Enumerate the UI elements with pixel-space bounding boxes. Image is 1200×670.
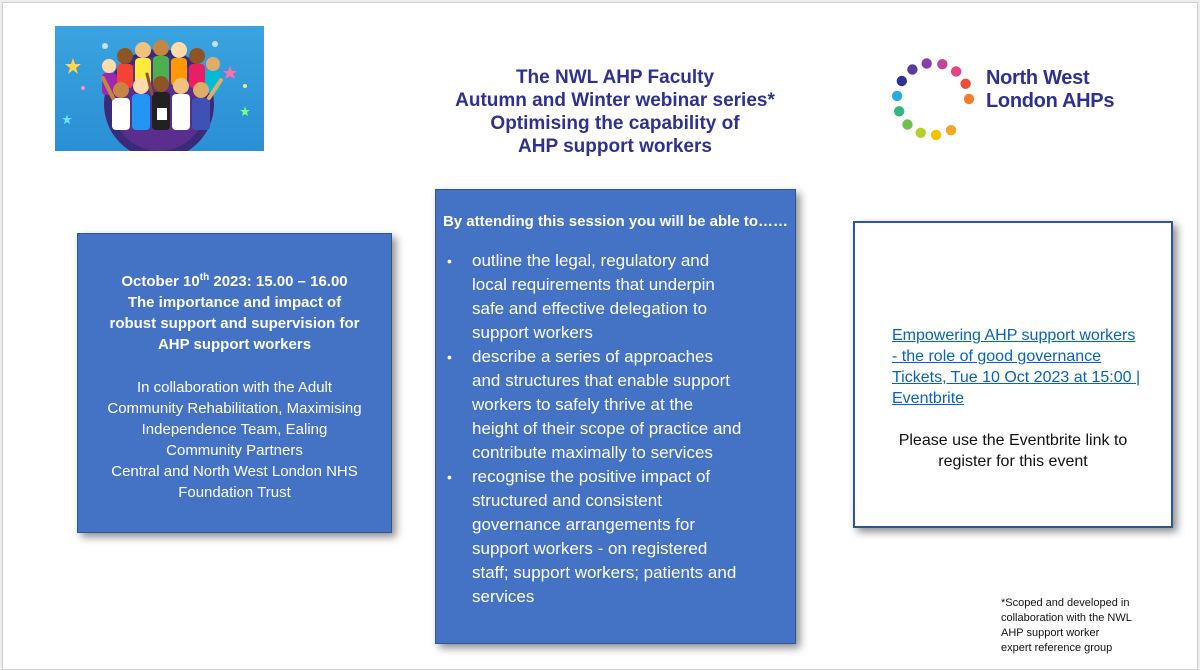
logo-wordmark — [986, 67, 1114, 113]
dot-ring-logo-icon — [883, 53, 983, 145]
registration-box — [853, 221, 1173, 528]
link-line: Eventbrite — [892, 390, 965, 407]
logo-line-1: North West — [986, 67, 1090, 89]
session-heading — [78, 271, 391, 355]
link-line: - the role of good governance — [892, 348, 1102, 365]
title-line: AHP support workers — [518, 136, 712, 157]
objective-line: support workers — [472, 323, 593, 342]
collab-line: Central and North West London NHS — [111, 463, 358, 480]
footnote-line: *Scoped and developed in — [1001, 597, 1130, 609]
register-line: Please use the Eventbrite link to — [898, 432, 1128, 449]
session-topic-line: The importance and impact of — [127, 294, 342, 311]
objective-line: workers to safely thrive at the — [472, 395, 694, 414]
logo-dot — [937, 59, 947, 69]
objective-line: structured and consistent — [472, 491, 662, 510]
collaboration-note — [78, 377, 391, 503]
logo-dot — [946, 125, 956, 135]
objective-item — [436, 345, 795, 465]
collab-line: Community Partners — [166, 442, 303, 459]
session-topic-line: AHP support workers — [157, 336, 312, 353]
collab-line: Foundation Trust — [178, 484, 291, 501]
objective-line: governance arrangements for — [472, 515, 696, 534]
diverse-people-illustration-icon — [55, 26, 264, 151]
eventbrite-link[interactable] — [892, 325, 1140, 409]
logo-dot — [907, 64, 917, 74]
register-instruction — [855, 430, 1171, 472]
logo-dot — [897, 76, 907, 86]
title-line: Autumn and Winter webinar series* — [455, 90, 775, 111]
collab-line: Independence Team, Ealing — [141, 421, 328, 438]
logo-dot — [951, 66, 961, 76]
objective-line: safe and effective delegation to — [472, 299, 708, 318]
session-details-box — [77, 233, 392, 533]
bullet-icon: • — [447, 469, 452, 485]
objective-line: describe a series of approaches — [472, 347, 713, 366]
session-date-day: October 10 — [121, 273, 200, 290]
logo-dot — [902, 119, 912, 129]
objectives-intro: By attending this session you will be able to…… — [442, 213, 789, 230]
collab-line: Community Rehabilitation, Maximising — [107, 400, 362, 417]
title-line: Optimising the capability of — [490, 113, 740, 134]
learning-objectives-box — [435, 189, 796, 644]
title-line: The NWL AHP Faculty — [515, 67, 715, 88]
logo-dot — [960, 79, 970, 89]
register-line: register for this event — [938, 453, 1088, 470]
objective-line: outline the legal, regulatory and — [472, 251, 710, 270]
logo-dot — [931, 130, 941, 140]
objective-line: height of their scope of practice and — [472, 419, 742, 438]
slide-title — [403, 66, 827, 158]
bullet-icon: • — [447, 349, 452, 365]
objective-line: recognise the positive impact of — [472, 467, 711, 486]
bullet-icon: • — [447, 253, 452, 269]
objective-line: services — [472, 587, 535, 606]
footnote — [1001, 596, 1132, 656]
header-illustration — [55, 26, 264, 151]
objective-line: and structures that enable support — [472, 371, 730, 390]
objective-line: local requirements that underpin — [472, 275, 715, 294]
objective-item — [436, 465, 795, 609]
objectives-list — [436, 249, 795, 609]
session-date-time: 2023: 15.00 – 16.00 — [209, 273, 348, 290]
session-date-ordinal: th — [199, 272, 210, 283]
link-line: Tickets, Tue 10 Oct 2023 at 15:00 | — [892, 369, 1141, 386]
objective-line: support workers - on registered — [472, 539, 708, 558]
logo-dot — [922, 58, 932, 68]
footnote-line: expert reference group — [1001, 642, 1113, 654]
objective-item — [436, 249, 795, 345]
session-topic-line: robust support and supervision for — [109, 315, 360, 332]
session-date — [78, 271, 391, 292]
collab-line: In collaboration with the Adult — [136, 379, 333, 396]
logo-dot — [916, 128, 926, 138]
footnote-line: AHP support worker — [1001, 627, 1100, 639]
logo-dot — [892, 91, 902, 101]
slide — [2, 2, 1198, 670]
link-line: Empowering AHP support workers — [892, 327, 1136, 344]
footnote-line: collaboration with the NWL — [1001, 612, 1132, 624]
logo-dot — [964, 94, 974, 104]
objective-line: staff; support workers; patients and — [472, 563, 737, 582]
objective-line: contribute maximally to services — [472, 443, 713, 462]
logo-line-2: London AHPs — [986, 90, 1115, 112]
logo-dot — [894, 106, 904, 116]
